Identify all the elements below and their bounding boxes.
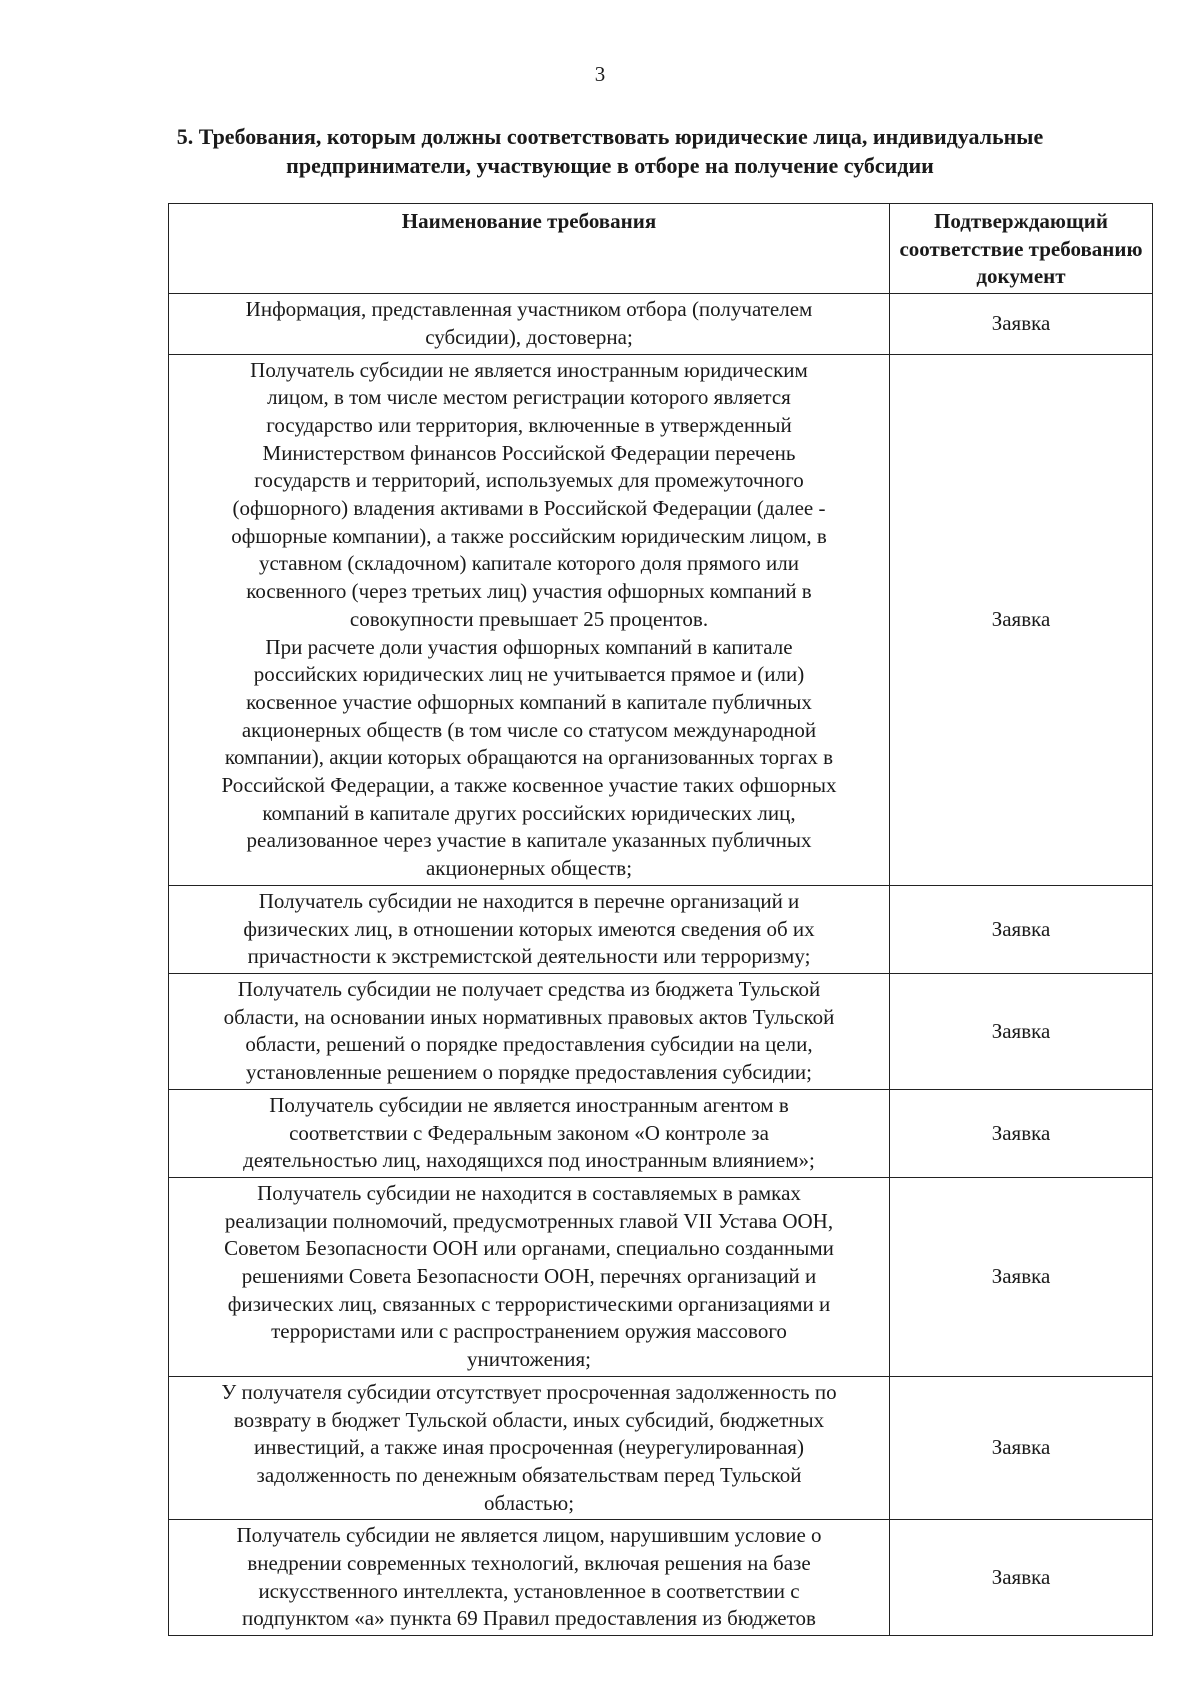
table-row (169, 1089, 1153, 1177)
requirement-cell: Получатель субсидии не находится в перечне организаций и физических лиц, в отношении которых имеются сведения об их причастности к экстремистской деятельности или терроризму; (169, 885, 890, 973)
requirement-cell: Получатель субсидии не находится в составляемых в рамках реализации полномочий, предусмотренных главой VII Устава ООН, Советом Безопасности ООН или органами, специально созданными решениями Совета Безопасности ООН, перечнях организаций и физических лиц, связанных с террористическими организациями и террористами или с распространением оружия массового уничтожения; (169, 1177, 890, 1376)
table-row (169, 885, 1153, 973)
requirement-cell: У получателя субсидии отсутствует просроченная задолженность по возврату в бюджет Тульской области, иных субсидий, бюджетных инвестиций, а также иная просроченная (неурегулированная) задолженность по денежным обязательствам перед Тульской областью; (169, 1376, 890, 1520)
page-number: 3 (594, 62, 606, 86)
requirement-cell: Получатель субсидии не является лицом, нарушившим условие о внедрении современных технологий, включая решения на базе искусственного интеллекта, установленное в соответствии с подпунктом «а» пункта 69 Правил предоставления из бюджетов (169, 1520, 890, 1636)
table-header-row (169, 204, 1153, 294)
document-cell: Заявка (890, 1376, 1153, 1520)
table-row (169, 354, 1153, 885)
table-row (169, 1520, 1153, 1636)
requirement-cell: Получатель субсидии не является иностранным юридическим лицом, в том числе местом регистрации которого является государство или территория, включенные в утвержденный Министерством финансов Российской Федерации перечень государств и территорий, используемых для промежуточного (офшорного) владения активами в Российской Федерации (далее - офшорные компании), а также российским юридическим лицом, в уставном (складочном) капитале которого доля прямого или косвенного (через третьих лиц) участия офшорных компаний в совокупности превышает 25 процентов. При расчете доли участия офшорных компаний в капитале российских юридических лиц не учитывается прямое и (или) косвенное участие офшорных компаний в капитале публичных акционерных обществ (в том числе со статусом международной компании), акции которых обращаются на организованных торгах в Российской Федерации, а также косвенное участие таких офшорных компаний в капитале других российских юридических лиц, реализованное через участие в капитале указанных публичных акционерных обществ; (169, 354, 890, 885)
requirement-cell: Получатель субсидии не получает средства из бюджета Тульской области, на основании иных нормативных правовых актов Тульской области, решений о порядке предоставления субсидии на цели, установленные решением о порядке предоставления субсидии; (169, 973, 890, 1089)
requirement-cell: Получатель субсидии не является иностранным агентом в соответствии с Федеральным законом «О контроле за деятельностью лиц, находящихся под иностранным влиянием»; (169, 1089, 890, 1177)
section-title: 5. Требования, которым должны соответствовать юридические лица, индивидуальные предприниматели, участвующие в отборе на получение субсидии (176, 124, 1044, 178)
document-cell: Заявка (890, 354, 1153, 885)
document-cell: Заявка (890, 885, 1153, 973)
requirement-cell: Информация, представленная участником отбора (получателем субсидии), достоверна; (169, 294, 890, 354)
header-confirming-document: Подтверждающий соответствие требованию документ (890, 204, 1153, 294)
document-cell: Заявка (890, 1177, 1153, 1376)
header-requirement-name: Наименование требования (169, 204, 890, 294)
document-cell: Заявка (890, 1520, 1153, 1636)
requirements-table (168, 203, 1153, 1636)
table-row (169, 973, 1153, 1089)
table-row (169, 1177, 1153, 1376)
table-row (169, 1376, 1153, 1520)
document-cell: Заявка (890, 1089, 1153, 1177)
document-cell: Заявка (890, 294, 1153, 354)
document-cell: Заявка (890, 973, 1153, 1089)
table-row (169, 294, 1153, 354)
